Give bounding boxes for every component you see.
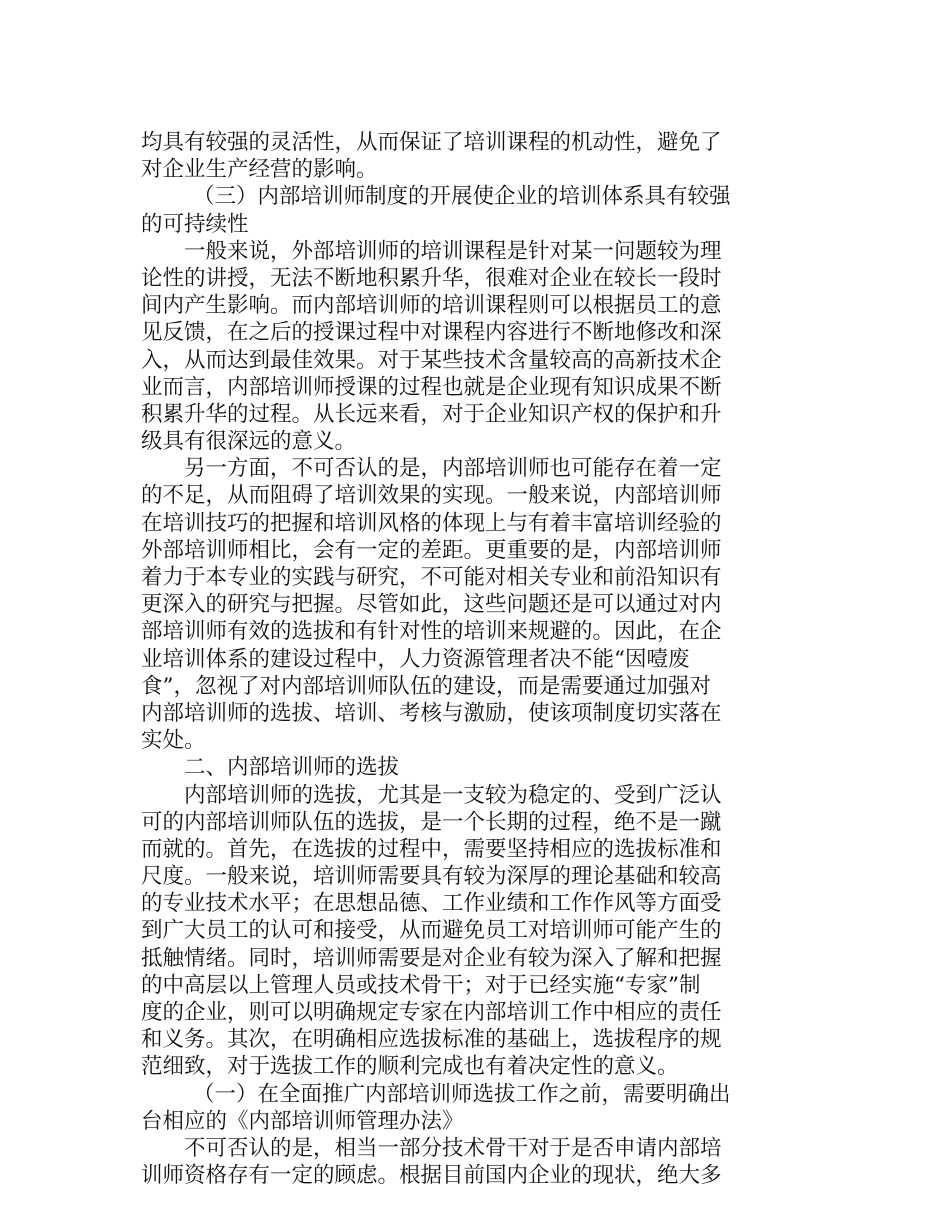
paragraph-line: 可的内部培训师队伍的选拔，是一个长期的过程，绝不是一蹴 (141, 809, 722, 835)
paragraph-line: 的不足，从而阻碍了培训效果的实现。一般来说，内部培训师 (141, 483, 722, 509)
paragraph-line: 而就的。首先，在选拔的过程中，需要坚持相应的选拔标准和 (141, 836, 722, 862)
paragraph-line: 着力于本专业的实践与研究，不可能对相关专业和前沿知识有 (141, 565, 722, 590)
paragraph-line: 入，从而达到最佳效果。对于某些技术含量较高的高新技术企 (141, 347, 722, 373)
paragraph-line: 和义务。其次，在明确相应选拔标准的基础上，选拔程序的规 (141, 1027, 722, 1053)
paragraph-line: 业而言，内部培训师授课的过程也就是企业现有知识成果不断 (141, 374, 722, 400)
paragraph-line: 到广大员工的认可和接受，从而避免员工对培训师可能产生的 (141, 918, 722, 944)
paragraph-line: 业培训体系的建设过程中，人力资源管理者决不能“因噎废 (141, 646, 690, 672)
paragraph-line: 实处。 (141, 728, 206, 754)
subheading-line: 台相应的《内部培训师管理办法》 (141, 1108, 464, 1134)
subheading-line: （三）内部培训师制度的开展使企业的培训体系具有较强 (193, 184, 731, 210)
paragraph-line: 内部培训师的选拔、培训、考核与激励，使该项制度切实落在 (141, 700, 722, 726)
paragraph-line: 的专业技术水平；在思想品德、工作业绩和工作作风等方面受 (141, 891, 722, 917)
paragraph-line: 范细致，对于选拔工作的顺利完成也有着决定性的意义。 (141, 1054, 679, 1080)
paragraph-line: 论性的讲授，无法不断地积累升华，很难对企业在较长一段时 (141, 265, 722, 291)
paragraph-line: 间内产生影响。而内部培训师的培训课程则可以根据员工的意 (141, 293, 722, 319)
document-body (141, 129, 731, 1189)
paragraph-line: 对企业生产经营的影响。 (141, 157, 378, 183)
subheading-line: 的可持续性 (141, 211, 249, 237)
paragraph-line: 另一方面，不可否认的是，内部培训师也可能存在着一定 (184, 456, 722, 482)
paragraph-line: 部培训师有效的选拔和有针对性的培训来规避的。因此，在企 (141, 619, 722, 645)
paragraph-line: 尺度。一般来说，培训师需要具有较为深厚的理论基础和较高 (141, 864, 722, 890)
paragraph-line: 抵触情绪。同时，培训师需要是对企业有较为深入了解和把握 (141, 945, 722, 971)
paragraph-line: 外部培训师相比，会有一定的差距。更重要的是，内部培训师 (141, 537, 722, 563)
subheading-line: （一）在全面推广内部培训师选拔工作之前，需要明确出 (193, 1081, 731, 1107)
paragraph-line: 一般来说，外部培训师的培训课程是针对某一问题较为理 (184, 238, 722, 264)
section-heading: 二、内部培训师的选拔 (184, 755, 400, 781)
paragraph-line: 的中高层以上管理人员或技术骨干；对于已经实施“专家”制 (141, 972, 701, 998)
paragraph-line: 在培训技巧的把握和培训风格的体现上与有着丰富培训经验的 (141, 510, 722, 536)
paragraph-line: 见反馈，在之后的授课过程中对课程内容进行不断地修改和深 (141, 320, 722, 346)
paragraph-line: 级具有很深远的意义。 (141, 429, 357, 455)
paragraph-line: 食”，忽视了对内部培训师队伍的建设，而是需要通过加强对 (141, 673, 711, 699)
paragraph-line: 积累升华的过程。从长远来看，对于企业知识产权的保护和升 (141, 401, 722, 427)
paragraph-line: 不可否认的是，相当一部分技术骨干对于是否申请内部培 (184, 1135, 722, 1161)
paragraph-line: 内部培训师的选拔，尤其是一支较为稳定的、受到广泛认 (184, 782, 722, 808)
paragraph-line: 更深入的研究与把握。尽管如此，这些问题还是可以通过对内 (141, 592, 722, 618)
paragraph-line: 训师资格存有一定的顾虑。根据目前国内企业的现状，绝大多 (141, 1163, 722, 1189)
paragraph-line: 均具有较强的灵活性，从而保证了培训课程的机动性，避免了 (141, 130, 722, 155)
paragraph-line: 度的企业，则可以明确规定专家在内部培训工作中相应的责任 (141, 1000, 722, 1025)
